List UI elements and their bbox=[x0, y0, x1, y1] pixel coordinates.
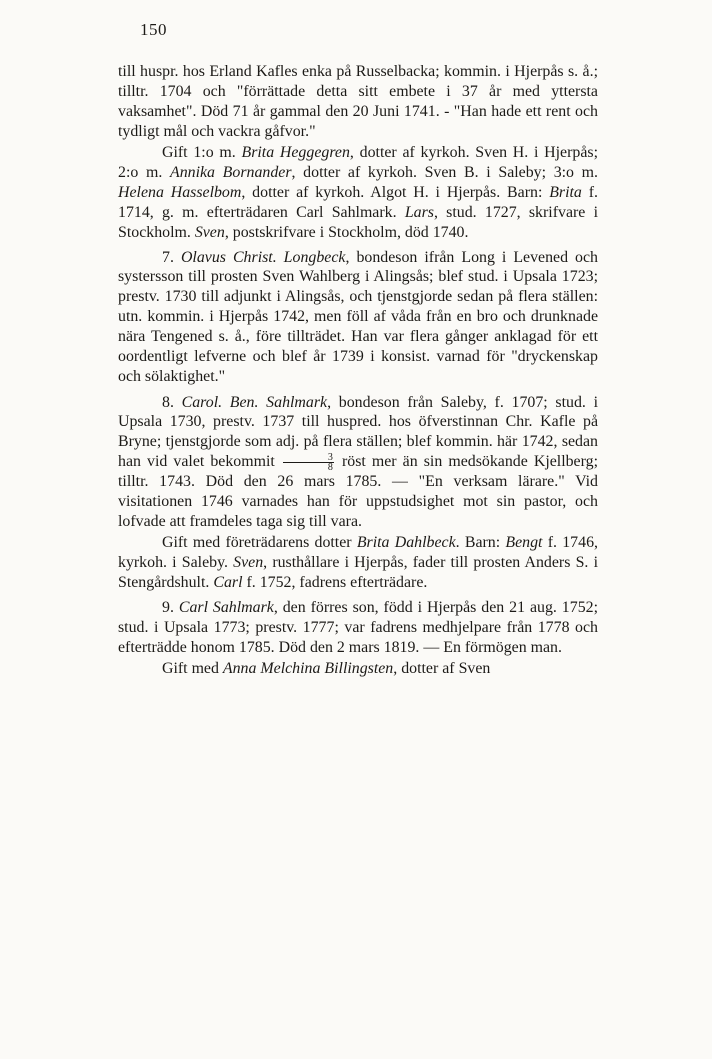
person-name: Sven bbox=[194, 223, 225, 241]
person-name: Carol. Ben. Sahlmark bbox=[181, 393, 328, 411]
person-name: Carl Sahlmark bbox=[178, 598, 274, 616]
text-run: , dotter af kyrkoh. Algot H. i Hjerpås. Barn: bbox=[241, 184, 550, 202]
person-name: Bengt bbox=[505, 534, 543, 552]
text-run: röst mer än sin medsökande Kjellberg; tilltr. 1743. Död den 26 mars 1785. — "En verksam lärare." Vid visitationen 1746 varnades han för uppstudsighet mot sin pastor, och lofvade att framdeles taga sig till vara. bbox=[118, 453, 598, 530]
person-name: Sven bbox=[233, 554, 264, 572]
text-run: Gift 1:o m. bbox=[162, 144, 242, 162]
person-name: Brita Dahlbeck bbox=[356, 534, 456, 552]
text-run: f. 1714, g. m. efterträdaren Carl Sahlmark. bbox=[118, 184, 598, 221]
person-name: Annika Bornander bbox=[169, 164, 292, 182]
person-name: Brita bbox=[549, 184, 582, 202]
entry-number: 9. bbox=[162, 598, 179, 616]
paragraph-6 bbox=[118, 598, 598, 658]
text-run: , rusthållare i Hjerpås, fader till prosten Anders S. i Stengårdshult. bbox=[118, 554, 598, 592]
text-run: , postskrifvare i Stockholm, död 1740. bbox=[224, 223, 469, 241]
text-run: . Barn: bbox=[455, 534, 506, 552]
person-name: Olavus Christ. Longbeck bbox=[180, 248, 346, 266]
paragraph-4 bbox=[118, 393, 598, 532]
text-run: , dotter af Sven bbox=[393, 660, 491, 678]
entry-number: 7. bbox=[162, 248, 181, 266]
text-run: , bondeson ifrån Long i Levened och systersson till prosten Sven Wahlberg i Alingsås; blef stud. i Upsala 1723; prestv. 1730 till adjunkt i Alingsås, och tjenstgjorde sedan på flera ställen: utn. kommin. i Hjerpås 1742, men föll af våda från en bro och drunknade nära Tengened s. å., före tillträdet. Han var flera gånger anklagad för ett oordentligt lefverne och blef år 1739 i konsist. varnad för "dryckenskap och sölaktighet." bbox=[118, 248, 598, 385]
text-run: Gift med bbox=[162, 660, 223, 678]
fraction: $\frac{3}{8}$ bbox=[283, 453, 334, 472]
paragraph-5 bbox=[118, 533, 598, 593]
paragraph-1: till huspr. hos Erland Kafles enka på Russelbacka; kommin. i Hjerpås s. å.; tilltr. 1704 och "förrättade detta sitt embete i 37 år med yttersta vaksamhet". Död 71 år gammal den 20 Juni 1741. - "Han hade ett rent och tydligt mål och vackra gåfvor." bbox=[118, 63, 598, 140]
person-name: Anna Melchina Billingsten bbox=[222, 660, 394, 678]
entry-number: 8. bbox=[162, 393, 182, 411]
text-run: , dotter af kyrkoh. Sven B. i Saleby; 3:o m. bbox=[291, 164, 598, 182]
text-run: , dotter af kyrkoh. Sven H. i Hjerpås; 2:o m. bbox=[118, 144, 599, 182]
paragraph-7 bbox=[118, 659, 598, 679]
person-name: Helena Hasselbom bbox=[118, 184, 242, 202]
person-name: Carl bbox=[213, 574, 243, 592]
text-block bbox=[118, 62, 598, 679]
page-number: 150 bbox=[140, 20, 167, 39]
text-run: , stud. 1727, skrifvare i Stockholm. bbox=[118, 203, 598, 241]
text-run: , den förres son, född i Hjerpås den 21 aug. 1752; stud. i Upsala 1773; prestv. 1777; var fadrens medhjelpare från 1778 och efterträdde honom 1785. Död den 2 mars 1819. — En förmögen man. bbox=[118, 598, 599, 656]
text-run: f. 1746, kyrkoh. i Saleby. bbox=[118, 534, 598, 572]
person-name: Lars bbox=[404, 203, 434, 221]
text-run: , bondeson från Saleby, f. 1707; stud. i Upsala 1730, prestv. 1737 till huspred. hos öfverstinnan Chr. Kafle på Bryne; tjenstgjorde som adj. på flera ställen; blef kommin. här 1742, sedan han vid valet bekommit bbox=[118, 393, 598, 471]
text-run: f. 1752, fadrens efterträdare. bbox=[242, 574, 428, 592]
text-run: Gift med företrädarens dotter bbox=[162, 534, 357, 552]
paragraph-3 bbox=[118, 248, 598, 387]
person-name: Brita Heggegren bbox=[241, 144, 350, 162]
paragraph-2 bbox=[118, 143, 598, 242]
